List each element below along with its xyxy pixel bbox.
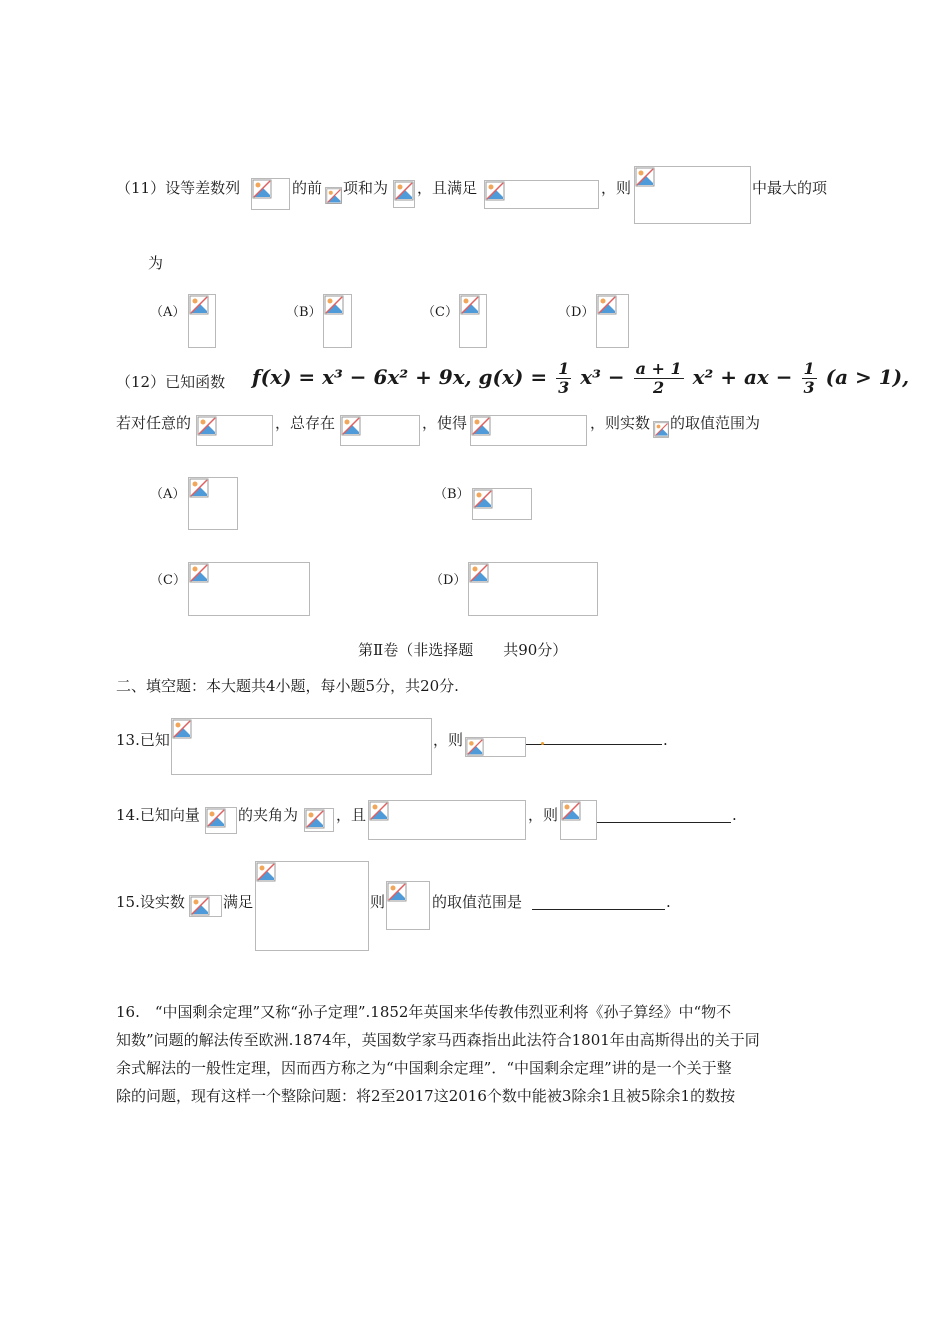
q11-prefix: （11）设等差数列 xyxy=(116,179,241,197)
q11-text5: 中最大的项 xyxy=(752,179,828,197)
q12-prefix: （12）已知函数 xyxy=(116,373,226,391)
q11-option-a-label: （A） xyxy=(150,305,186,320)
formula-image xyxy=(304,808,334,832)
formula-image xyxy=(653,421,669,438)
q14-prefix: 14.已知向量 xyxy=(116,806,200,824)
q12-option-c-label: （C） xyxy=(150,573,186,588)
formula-image xyxy=(196,415,273,446)
q12-option-b-image xyxy=(472,488,532,520)
q12-line2-d: ，则实数 xyxy=(590,414,651,432)
broken-image-icon xyxy=(469,563,489,583)
q11-option-b-label: （B） xyxy=(286,305,322,320)
formula-image xyxy=(634,166,751,224)
broken-image-icon xyxy=(473,489,493,509)
q14-text2: ，且 xyxy=(336,806,367,824)
q13-end: . xyxy=(663,731,668,749)
q11-option-d-label: （D） xyxy=(558,305,595,320)
q11-text3: ，且满足 xyxy=(417,179,478,197)
broken-image-icon xyxy=(635,167,655,187)
formula-end: (a > 1), xyxy=(825,365,910,389)
q15-end: . xyxy=(666,893,671,911)
q12-line2-e: 的取值范围为 xyxy=(670,414,761,432)
broken-image-icon xyxy=(324,295,344,315)
broken-image-icon xyxy=(387,882,407,902)
q15-text1: 满足 xyxy=(223,893,254,911)
q14-end: . xyxy=(732,806,737,824)
broken-image-icon xyxy=(561,801,581,821)
q11-option-d-image xyxy=(596,294,629,348)
q11-text2: 项和为 xyxy=(343,179,389,197)
fraction-one-third: $\frac{1}{3}$ xyxy=(803,359,815,397)
q11-option-b-image xyxy=(323,294,352,348)
broken-image-icon xyxy=(471,416,491,436)
broken-image-icon xyxy=(189,478,209,498)
formula-mid2: x² + ax − xyxy=(692,365,793,389)
formula-image xyxy=(189,895,222,917)
broken-image-icon xyxy=(597,295,617,315)
formula-mid1: x³ − xyxy=(580,365,625,389)
formula-image xyxy=(368,800,526,840)
q16-line: 16. “中国剩余定理”又称“孙子定理”.1852年英国来华传教伟烈亚利将《孙子算经》中“物不 xyxy=(116,1003,732,1021)
q12-line2-a: 若对任意的 xyxy=(116,414,192,432)
broken-image-icon xyxy=(466,738,484,756)
formula-image xyxy=(251,178,290,210)
q16-line: 除的问题，现有这样一个整除问题：将2至2017这2016个数中能被3除余1且被5除余1的数按 xyxy=(116,1087,736,1105)
q14-text3: ，则 xyxy=(528,806,559,824)
broken-image-icon xyxy=(369,801,389,821)
formula-image xyxy=(484,180,599,209)
answer-blank xyxy=(526,744,662,745)
formula-lhs: f(x) = x³ − 6x² + 9x, g(x) = xyxy=(252,365,548,389)
formula-image xyxy=(470,415,587,446)
formula-image xyxy=(386,881,430,930)
formula-image xyxy=(560,800,597,840)
formula-image xyxy=(205,807,237,834)
formula-image xyxy=(465,737,526,757)
section-instruction: 二、填空题：本大题共4小题，每小题5分，共20分. xyxy=(116,677,459,695)
q12-option-d-image xyxy=(468,562,598,616)
fraction-a-plus-one-half: $\frac{a + 1}{2}$ xyxy=(635,359,682,397)
answer-blank xyxy=(532,909,665,910)
q14-text1: 的夹角为 xyxy=(238,806,299,824)
q12-line2-b: ，总存在 xyxy=(275,414,336,432)
formula-image xyxy=(325,187,342,204)
q13-text: ，则 xyxy=(433,731,464,749)
broken-image-icon xyxy=(206,808,226,828)
q12-option-c-image xyxy=(188,562,310,616)
formula-image xyxy=(171,718,432,775)
q13-prefix: 13.已知 xyxy=(116,731,170,749)
broken-image-icon xyxy=(341,416,361,436)
broken-image-icon xyxy=(394,181,414,201)
broken-image-icon xyxy=(190,896,210,916)
broken-image-icon xyxy=(189,295,209,315)
broken-image-icon xyxy=(252,179,272,199)
mark-dot xyxy=(541,742,544,745)
q16-line: 余式解法的一般性定理，因而西方称之为“中国剩余定理”．“中国剩余定理”讲的是一个关于整 xyxy=(116,1059,732,1077)
q12-option-d-label: （D） xyxy=(430,573,467,588)
q15-text3: 的取值范围是 xyxy=(432,893,523,911)
q12-line2-c: ，使得 xyxy=(422,414,468,432)
q12-option-a-image xyxy=(188,477,238,530)
q16-line: 知数”问题的解法传至欧洲.1874年，英国数学家马西森指出此法符合1801年由高斯得出的关于同 xyxy=(116,1031,760,1049)
q11-option-c-image xyxy=(459,294,487,348)
q15-prefix: 15.设实数 xyxy=(116,893,185,911)
broken-image-icon xyxy=(326,188,342,204)
answer-blank xyxy=(597,822,731,823)
broken-image-icon xyxy=(172,719,192,739)
q12-formula xyxy=(252,360,909,397)
broken-image-icon xyxy=(305,809,325,829)
formula-image xyxy=(340,415,420,446)
q16-paragraph xyxy=(116,998,838,1110)
fraction-one-third: $\frac{1}{3}$ xyxy=(558,359,570,397)
broken-image-icon xyxy=(654,422,669,437)
broken-image-icon xyxy=(189,563,209,583)
q11-option-a-image xyxy=(188,294,216,348)
broken-image-icon xyxy=(256,862,276,882)
formula-image xyxy=(393,180,415,208)
q15-text2: 则 xyxy=(370,893,386,911)
broken-image-icon xyxy=(485,181,505,201)
broken-image-icon xyxy=(197,416,217,436)
section-title: 第Ⅱ卷（非选择题 共90分） xyxy=(358,641,568,659)
broken-image-icon xyxy=(460,295,480,315)
q11-continuation: 为 xyxy=(148,254,164,272)
q11-text1: 的前 xyxy=(292,179,323,197)
formula-image xyxy=(255,861,369,951)
q12-option-b-label: （B） xyxy=(434,487,470,502)
q11-text4: ，则 xyxy=(601,179,632,197)
q12-option-a-label: （A） xyxy=(150,487,186,502)
q11-option-c-label: （C） xyxy=(422,305,458,320)
